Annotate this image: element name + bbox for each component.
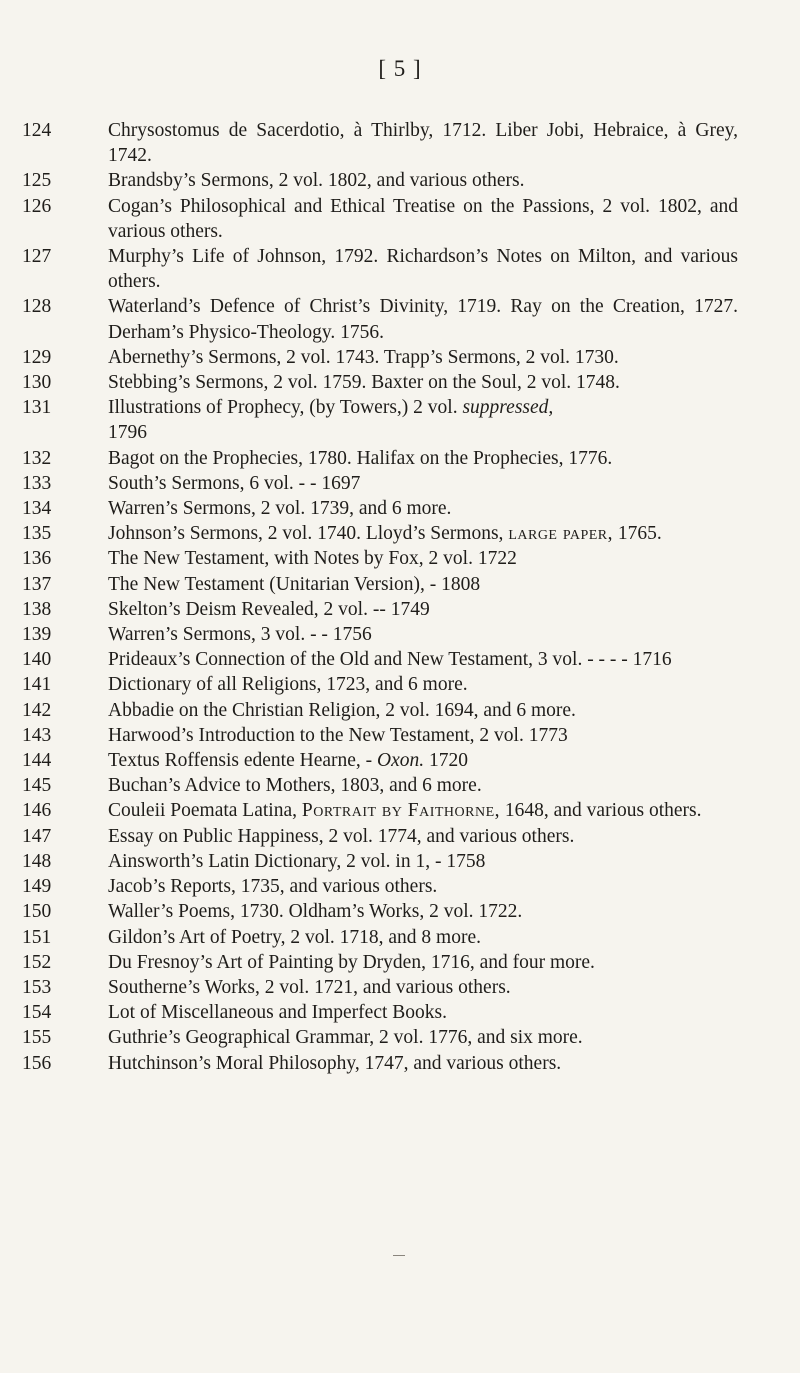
lot-entry [22,345,738,370]
lot-number: 141 [22,674,52,696]
lot-entry [22,244,738,294]
lot-text: Stebbing’s Sermons, 2 vol. 1759. Baxter on the Soul, 2 vol. 1748. [108,372,620,394]
lot-description [108,1000,738,1025]
lot-text: Johnson’s Sermons, 2 vol. 1740. Lloyd’s Sermons, [108,523,504,545]
lot-entry [22,950,738,975]
lot-number: 132 [22,447,52,469]
lot-description [108,471,738,496]
lot-description [108,798,738,823]
lot-text: Chrysostomus de Sacerdotio, à Thirlby, 1712. Liber Jobi, Hebraice, à Grey, 1742. [108,120,738,167]
lot-number: 138 [22,598,52,620]
lot-after: 1648, and various others. [504,800,702,822]
lot-text: Buchan’s Advice to Mothers, 1803, and 6 more. [108,775,482,797]
lot-text: Waller’s Poems, 1730. Oldham’s Works, 2 vol. 1722. [108,901,523,923]
lot-number: 134 [22,498,52,520]
lot-italic: Oxon. [377,750,425,772]
lot-text: Waterland’s Defence of Christ’s Divinity, 1719. Ray on the Creation, 1727. Derham’s Physico-Theology. 1756. [108,296,738,343]
lot-italic: suppressed, [462,397,554,419]
lot-entry [22,773,738,798]
lot-entry [22,899,738,924]
lot-entry [22,496,738,521]
lot-number: 128 [22,296,52,318]
lot-number: 125 [22,170,52,192]
lot-entry [22,572,738,597]
lot-description [108,395,738,445]
lot-description [108,698,738,723]
lot-description [108,118,738,168]
lot-caps: large paper, [508,523,614,545]
lot-entry [22,1000,738,1025]
lot-entry [22,698,738,723]
lot-entry [22,672,738,697]
lot-text: Couleii Poemata Latina, [108,800,297,822]
lot-entry [22,723,738,748]
lot-number: 124 [22,120,52,141]
lot-description [108,244,738,294]
page-number: [ 5 ] [378,56,422,81]
lot-number: 126 [22,195,52,217]
lot-entry [22,546,738,571]
lot-entry [22,1051,738,1076]
lot-number: 148 [22,850,52,872]
lot-number: 133 [22,472,52,494]
lot-entry [22,647,738,672]
lot-entry [22,370,738,395]
lot-entry [22,471,738,496]
lot-text: Ainsworth’s Latin Dictionary, 2 vol. in 1, - 1758 [108,850,486,872]
lot-number: 149 [22,876,52,898]
lot-description [108,294,738,344]
lot-text: Du Fresnoy’s Art of Painting by Dryden, 1716, and four more. [108,951,595,973]
lot-number: 154 [22,1002,52,1024]
lot-description [108,773,738,798]
lot-text: Cogan’s Philosophical and Ethical Treatise on the Passions, 2 vol. 1802, and various others. [108,195,738,242]
lot-description [108,1051,738,1076]
lot-number: 151 [22,926,52,948]
lot-description [108,723,738,748]
lot-description [108,597,738,622]
lot-entry [22,294,738,344]
lot-entry [22,194,738,244]
lot-entry [22,622,738,647]
lot-number: 143 [22,724,52,746]
lot-description [108,874,738,899]
lot-text: Textus Roffensis edente Hearne, - [108,750,373,772]
lot-after: 1720 [429,750,469,772]
lot-description [108,370,738,395]
lot-entry [22,168,738,193]
lot-description [108,899,738,924]
lot-text: Southerne’s Works, 2 vol. 1721, and various others. [108,976,511,998]
lot-caps: Portrait by Faithorne, [301,800,501,822]
lot-entry [22,521,738,546]
lot-description [108,345,738,370]
lot-text: Dictionary of all Religions, 1723, and 6 more. [108,674,468,696]
lot-text: Skelton’s Deism Revealed, 2 vol. -- 1749 [108,598,430,620]
lot-text: Brandsby’s Sermons, 2 vol. 1802, and various others. [108,170,525,192]
lot-text: Essay on Public Happiness, 2 vol. 1774, and various others. [108,825,575,847]
lot-number: 145 [22,775,52,797]
lot-text: Murphy’s Life of Johnson, 1792. Richardson’s Notes on Milton, and various others. [108,246,738,293]
lot-number: 127 [22,246,52,268]
lot-description [108,975,738,1000]
lot-description [108,446,738,471]
lot-number: 150 [22,901,52,923]
lot-number: 153 [22,976,52,998]
lot-text: Bagot on the Prophecies, 1780. Halifax on the Prophecies, 1776. [108,447,613,469]
lot-description [108,1025,738,1050]
lot-description [108,672,738,697]
lot-text: The New Testament, with Notes by Fox, 2 vol. 1722 [108,548,517,570]
lot-description [108,925,738,950]
lot-number: 129 [22,346,52,368]
lot-text: Prideaux’s Connection of the Old and New Testament, 3 vol. - - - - 1716 [108,649,672,671]
lot-description [108,950,738,975]
lot-text: Harwood’s Introduction to the New Testament, 2 vol. 1773 [108,724,568,746]
lot-description [108,496,738,521]
lot-number: 147 [22,825,52,847]
lot-text: Jacob’s Reports, 1735, and various others. [108,876,438,898]
lot-text: South’s Sermons, 6 vol. - - 1697 [108,472,361,494]
lot-description [108,521,738,546]
lot-description [108,546,738,571]
lot-entry [22,395,738,445]
lot-text: Hutchinson’s Moral Philosophy, 1747, and various others. [108,1052,562,1074]
lot-number: 135 [22,523,52,545]
lot-after: 1765. [617,523,662,545]
lot-text: Warren’s Sermons, 3 vol. - - 1756 [108,624,372,646]
lot-text: Illustrations of Prophecy, (by Towers,) 2 vol. [108,397,458,419]
lot-description [108,748,738,773]
lot-entry [22,874,738,899]
lot-number: 137 [22,573,52,595]
lot-description [108,572,738,597]
lot-number: 130 [22,372,52,394]
lot-text: Gildon’s Art of Poetry, 2 vol. 1718, and 8 more. [108,926,481,948]
lot-entry [22,748,738,773]
lot-list [22,118,738,1076]
lot-description [108,849,738,874]
lot-description [108,647,738,672]
lot-description [108,824,738,849]
lot-number: 152 [22,951,52,973]
lot-text: Abbadie on the Christian Religion, 2 vol. 1694, and 6 more. [108,699,576,721]
lot-number: 155 [22,1027,52,1049]
lot-number: 131 [22,397,52,419]
lot-text: Warren’s Sermons, 2 vol. 1739, and 6 more. [108,498,452,520]
footer-rule [393,1255,405,1256]
lot-number: 146 [22,800,52,822]
lot-number: 140 [22,649,52,671]
lot-entry [22,118,738,168]
lot-year: 1796 [108,422,147,444]
lot-number: 156 [22,1052,52,1074]
lot-entry [22,925,738,950]
lot-entry [22,849,738,874]
lot-number: 142 [22,699,52,721]
lot-entry [22,597,738,622]
lot-description [108,622,738,647]
lot-entry [22,975,738,1000]
lot-description [108,168,738,193]
lot-entry [22,446,738,471]
lot-entry [22,824,738,849]
lot-text: Guthrie’s Geographical Grammar, 2 vol. 1776, and six more. [108,1027,583,1049]
lot-number: 136 [22,548,52,570]
lot-description [108,194,738,244]
lot-entry [22,1025,738,1050]
lot-number: 144 [22,750,52,772]
lot-text: Abernethy’s Sermons, 2 vol. 1743. Trapp’s Sermons, 2 vol. 1730. [108,346,619,368]
lot-number: 139 [22,624,52,646]
lot-text: Lot of Miscellaneous and Imperfect Books. [108,1002,447,1024]
lot-entry [22,798,738,823]
lot-text: The New Testament (Unitarian Version), - 1808 [108,573,481,595]
